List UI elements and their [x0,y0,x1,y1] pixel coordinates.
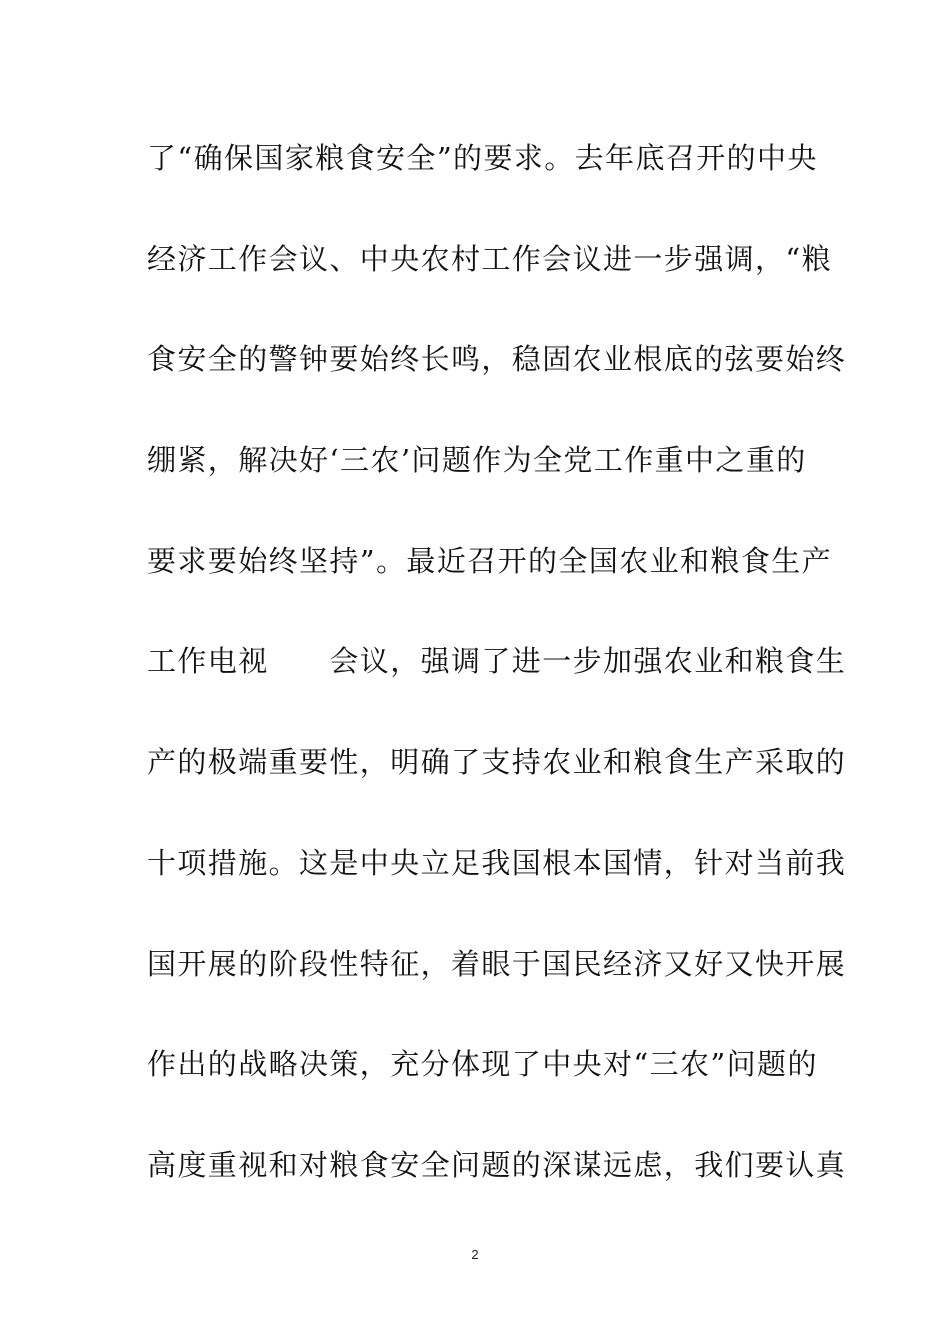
text-line-10: 作出的战略决策，充分体现了中央对“三农”问题的 [147,1047,818,1082]
text-line-9: 国开展的阶段性特征，着眼于国民经济又好又快开展 [147,946,847,981]
text-line-6: 工作电视 会议，强调了进一步加强农业和粮食生 [147,644,847,679]
text-line-2: 经济工作会议、中央农村工作会议进一步强调，“粮 [147,241,833,276]
text-line-1: 了“确保国家粮食安全”的要求。去年底召开的中央 [147,141,818,175]
text-line-3: 食安全的警钟要始终长鸣，稳固农业根底的弦要始终 [147,342,847,377]
text-line-4: 绷紧，解决好‘三农’问题作为全党工作重中之重的 [147,443,807,478]
text-line-7: 产的极端重要性，明确了支持农业和粮食生产采取的 [147,745,847,780]
body-text [147,128,847,1236]
text-line-8: 十项措施。这是中央立足我国根本国情，针对当前我 [147,845,847,880]
text-line-5: 要求要始终坚持”。最近召开的全国农业和粮食生产 [147,543,833,578]
text-line-11: 高度重视和对粮食安全问题的深谋远虑，我们要认真 [147,1147,847,1182]
page-number: 2 [471,1247,479,1262]
